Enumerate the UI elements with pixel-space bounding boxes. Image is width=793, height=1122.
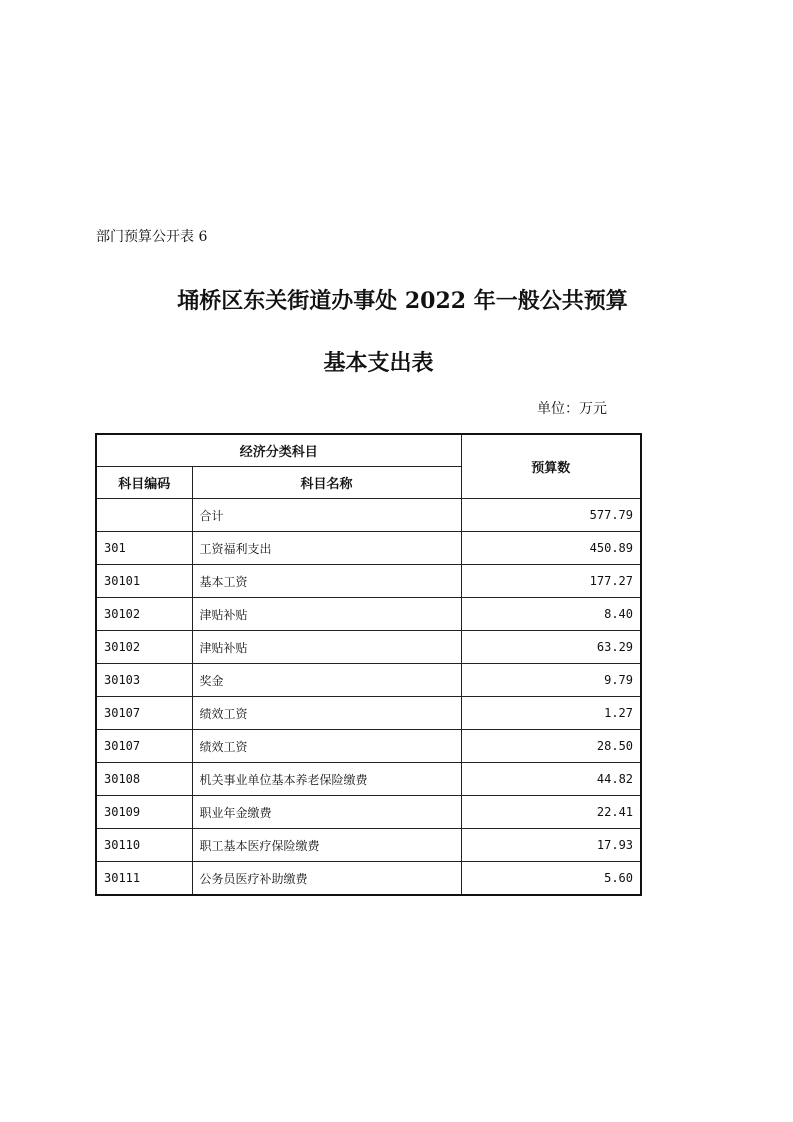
table-row xyxy=(96,862,641,896)
table-row xyxy=(96,730,641,763)
header-subject-code: 科目编码 xyxy=(96,467,192,499)
cell-name: 机关事业单位基本养老保险缴费 xyxy=(192,763,461,796)
cell-name: 工资福利支出 xyxy=(192,532,461,565)
cell-name: 绩效工资 xyxy=(192,697,461,730)
cell-name: 津贴补贴 xyxy=(192,631,461,664)
cell-amount: 9.79 xyxy=(461,664,641,697)
cell-name: 绩效工资 xyxy=(192,730,461,763)
page-title: 埇桥区东关街道办事处 2022 年一般公共预算 xyxy=(177,288,628,314)
cell-code: 30107 xyxy=(96,697,192,730)
table-row xyxy=(96,532,641,565)
cell-name: 奖金 xyxy=(192,664,461,697)
table-row-total xyxy=(96,499,641,532)
table-label: 部门预算公开表 6 xyxy=(96,229,208,245)
header-subject-name: 科目名称 xyxy=(192,467,461,499)
cell-amount: 5.60 xyxy=(461,862,641,896)
budget-table xyxy=(95,433,642,896)
table-row xyxy=(96,664,641,697)
cell-amount: 8.40 xyxy=(461,598,641,631)
table-row xyxy=(96,565,641,598)
cell-code: 30101 xyxy=(96,565,192,598)
cell-code xyxy=(96,499,192,532)
cell-amount: 44.82 xyxy=(461,763,641,796)
page-subtitle: 基本支出表 xyxy=(323,350,434,376)
table-row xyxy=(96,697,641,730)
cell-code: 30102 xyxy=(96,631,192,664)
header-economic-classification: 经济分类科目 xyxy=(96,434,461,467)
cell-amount: 577.79 xyxy=(461,499,641,532)
cell-name: 津贴补贴 xyxy=(192,598,461,631)
header-budget-amount: 预算数 xyxy=(461,434,641,499)
table-row xyxy=(96,796,641,829)
cell-code: 30102 xyxy=(96,598,192,631)
cell-amount: 450.89 xyxy=(461,532,641,565)
cell-code: 30110 xyxy=(96,829,192,862)
cell-name: 职业年金缴费 xyxy=(192,796,461,829)
table-row xyxy=(96,598,641,631)
cell-amount: 63.29 xyxy=(461,631,641,664)
cell-amount: 17.93 xyxy=(461,829,641,862)
cell-amount: 177.27 xyxy=(461,565,641,598)
cell-code: 30103 xyxy=(96,664,192,697)
cell-name: 职工基本医疗保险缴费 xyxy=(192,829,461,862)
table-row xyxy=(96,829,641,862)
cell-code: 30107 xyxy=(96,730,192,763)
cell-name: 公务员医疗补助缴费 xyxy=(192,862,461,896)
table-row xyxy=(96,763,641,796)
cell-name: 基本工资 xyxy=(192,565,461,598)
cell-amount: 28.50 xyxy=(461,730,641,763)
table-row xyxy=(96,631,641,664)
cell-amount: 22.41 xyxy=(461,796,641,829)
cell-code: 30109 xyxy=(96,796,192,829)
cell-code: 301 xyxy=(96,532,192,565)
unit-label: 单位：万元 xyxy=(537,401,607,417)
cell-amount: 1.27 xyxy=(461,697,641,730)
cell-code: 30111 xyxy=(96,862,192,896)
cell-code: 30108 xyxy=(96,763,192,796)
cell-name: 合计 xyxy=(192,499,461,532)
